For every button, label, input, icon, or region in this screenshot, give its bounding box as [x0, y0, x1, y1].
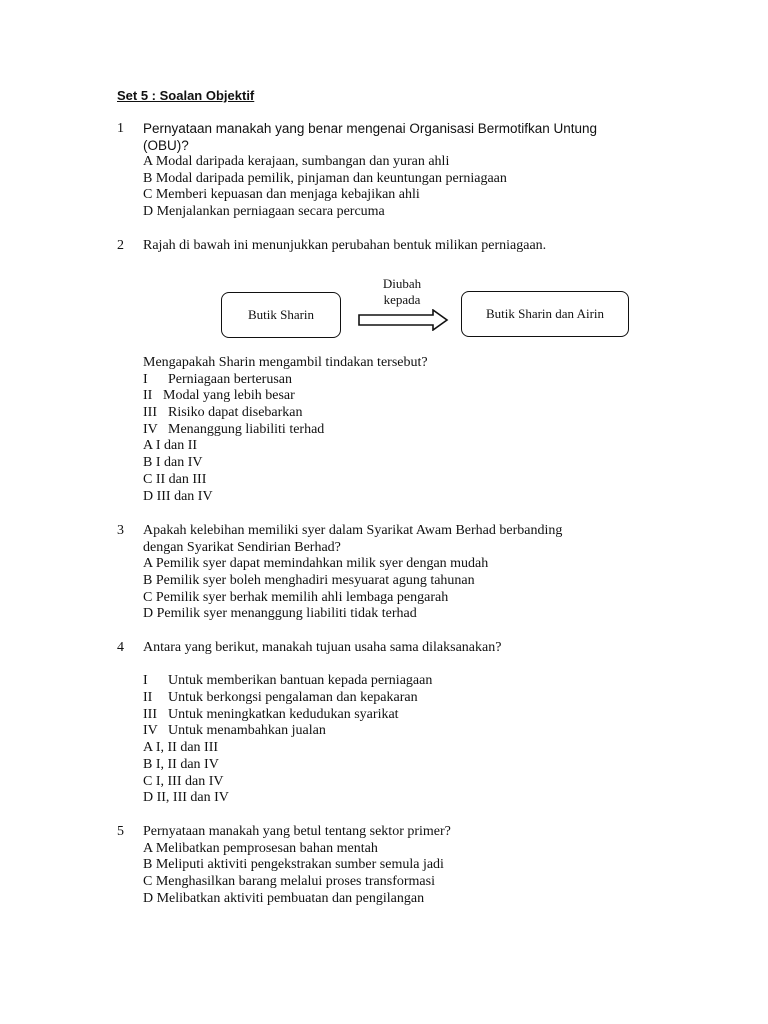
- statement-numeral: IV: [143, 723, 158, 739]
- question-5-stem: Pernyataan manakah yang betul tentang sektor primer?: [143, 824, 451, 839]
- question-3-number: 3: [117, 523, 124, 538]
- question-4-option-b: B I, II dan IV: [143, 756, 219, 772]
- question-4-option-a: A I, II dan III: [143, 740, 219, 756]
- question-5-option-c: C Menghasilkan barang melalui proses transformasi: [143, 874, 435, 890]
- question-2-option-b: B I dan IV: [143, 455, 203, 471]
- question-5: [143, 824, 623, 907]
- question-3-stem-line-2: dengan Syarikat Sendirian Berhad?: [143, 539, 341, 555]
- question-1-stem-line-1: Pernyataan manakah yang benar mengenai Organisasi Bermotifkan Untung: [143, 121, 598, 136]
- question-1-option-c: C Memberi kepuasan dan menjaga kebajikan ahli: [143, 187, 420, 203]
- statement-row: [143, 690, 623, 707]
- question-2-number: 2: [117, 238, 124, 253]
- question-1: [143, 121, 623, 154]
- statement-row: [143, 388, 623, 405]
- diagram-arrow-label-line-1: Diubah: [382, 276, 422, 291]
- diagram-box-butik-sharin: [221, 292, 341, 338]
- statement-text: Untuk berkongsi pengalaman dan kepakaran: [168, 690, 418, 706]
- statement-numeral: II: [143, 690, 153, 706]
- statement-numeral: II: [143, 388, 153, 404]
- diagram-arrow-label: [367, 276, 437, 308]
- question-4-option-c: C I, III dan IV: [143, 773, 224, 789]
- statement-numeral: IV: [143, 421, 158, 437]
- question-5-option-a: A Melibatkan pemprosesan bahan mentah: [143, 840, 378, 856]
- statement-row: [143, 422, 623, 439]
- question-2-option-c: C II dan III: [143, 471, 207, 487]
- question-5-option-d: D Melibatkan aktiviti pembuatan dan pengilangan: [143, 890, 425, 906]
- statement-text: Untuk menambahkan jualan: [168, 723, 326, 739]
- question-1-stem-line-2: (OBU)?: [143, 137, 189, 153]
- statement-text: Risiko dapat disebarkan: [168, 405, 303, 421]
- question-4: [143, 640, 623, 807]
- ownership-change-diagram: [215, 276, 635, 344]
- question-1-options: [143, 154, 623, 221]
- question-3-option-a: A Pemilik syer dapat memindahkan milik syer dengan mudah: [143, 556, 489, 572]
- question-1-option-b: B Modal daripada pemilik, pinjaman dan keuntungan perniagaan: [143, 170, 507, 186]
- question-1-option-a: A Modal daripada kerajaan, sumbangan dan yuran ahli: [143, 154, 450, 169]
- statement-numeral: I: [143, 371, 148, 387]
- spacer: [143, 657, 623, 674]
- question-4-option-d: D II, III dan IV: [143, 790, 229, 806]
- diagram-box-right-label: Butik Sharin dan Airin: [485, 306, 605, 321]
- statement-row: [143, 372, 623, 389]
- page-title: Set 5 : Soalan Objektif: [117, 88, 255, 103]
- question-4-number: 4: [117, 640, 124, 655]
- statement-row: [143, 723, 623, 740]
- question-4-stem: Antara yang berikut, manakah tujuan usaha sama dilaksanakan?: [143, 640, 502, 655]
- statement-numeral: III: [143, 706, 157, 722]
- question-1-option-d: D Menjalankan perniagaan secara percuma: [143, 204, 385, 220]
- statement-numeral: III: [143, 405, 157, 421]
- question-3-option-c: C Pemilik syer berhak memilih ahli lembaga pengarah: [143, 589, 449, 605]
- diagram-box-left-label: Butik Sharin: [247, 307, 315, 322]
- statement-row: [143, 707, 623, 724]
- question-1-number: 1: [117, 121, 124, 136]
- statement-text: Menanggung liabiliti terhad: [168, 421, 325, 437]
- diagram-box-butik-sharin-dan-airin: [461, 291, 629, 337]
- statement-numeral: I: [143, 673, 148, 689]
- statement-row: [143, 673, 623, 690]
- question-3-stem-line-1: Apakah kelebihan memiliki syer dalam Syarikat Awam Berhad berbanding: [143, 523, 563, 538]
- statement-row: [143, 405, 623, 422]
- question-3: [143, 523, 623, 623]
- question-2-stem: [143, 238, 623, 255]
- question-5-option-b: B Meliputi aktiviti pengekstrakan sumber semula jadi: [143, 857, 444, 873]
- question-5-number: 5: [117, 824, 124, 839]
- diagram-arrow-label-line-2: kepada: [383, 292, 421, 307]
- question-2-option-d: D III dan IV: [143, 488, 213, 504]
- question-2-question: Mengapakah Sharin mengambil tindakan tersebut?: [143, 355, 428, 370]
- statement-text: Perniagaan berterusan: [168, 371, 292, 387]
- question-3-option-d: D Pemilik syer menanggung liabiliti tidak terhad: [143, 606, 417, 622]
- arrow-right-icon: [357, 309, 449, 331]
- statement-text: Untuk meningkatkan kedudukan syarikat: [168, 706, 399, 722]
- question-3-option-b: B Pemilik syer boleh menghadiri mesyuarat agung tahunan: [143, 573, 475, 589]
- statement-text: Untuk memberikan bantuan kepada perniagaan: [168, 673, 433, 689]
- question-2-body: [143, 355, 623, 505]
- question-2-option-a: A I dan II: [143, 438, 198, 454]
- statement-text: Modal yang lebih besar: [163, 388, 295, 404]
- question-2-stem-text: Rajah di bawah ini menunjukkan perubahan bentuk milikan perniagaan.: [143, 238, 547, 253]
